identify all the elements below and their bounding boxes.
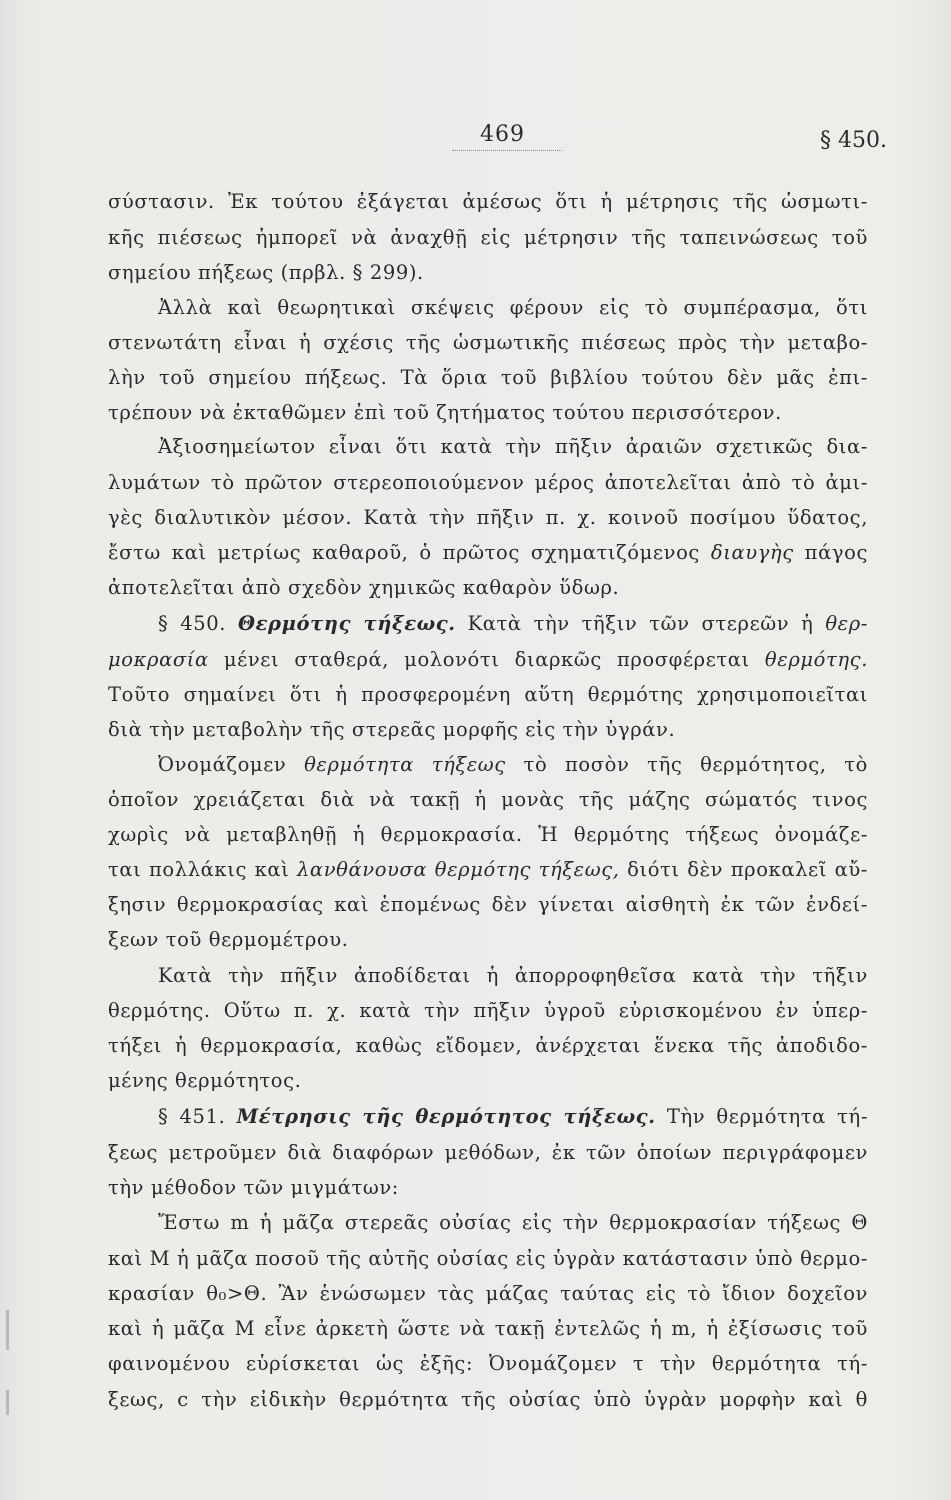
page-number-rule xyxy=(452,150,562,151)
section-title: Θερμότης τήξεως. xyxy=(237,612,456,635)
text-line: σημείου πήξεως (πρβλ. § 299). xyxy=(108,261,424,284)
scan-edge-mark xyxy=(6,1310,9,1350)
text-line: γὲς διαλυτικὸν μέσον. Κατὰ τὴν πῆξιν π. χ. κοινοῦ ποσίμου ὕδατος, xyxy=(108,506,868,529)
section-heading-451: § 451. Μέτρησις τῆς θερμότητος τήξεως. Τὴν θερμότητα τή- xyxy=(158,1105,869,1128)
text-line: ξεως, c τὴν εἰδικὴν θερμότητα τῆς οὐσίας ὑπὸ ὑγρὰν μορφὴν καὶ θ xyxy=(108,1388,868,1411)
text-line: ξεως μετροῦμεν διὰ διαφόρων μεθόδων, ἐκ τῶν ὁποίων περιγράφομεν xyxy=(108,1141,868,1164)
text-line: ξησιν θερμοκρασίας καὶ ἑπομένως δὲν γίνεται αἰσθητὴ ἐκ τῶν ἐνδεί- xyxy=(108,893,868,916)
text-line: τρέπουν νὰ ἐκταθῶμεν ἐπὶ τοῦ ζητήματος τούτου περισσότερον. xyxy=(108,401,782,424)
section-title: Μέτρησις τῆς θερμότητος τήξεως. xyxy=(236,1105,656,1128)
text-line: κῆς πιέσεως ἠμπορεῖ νὰ ἀναχθῇ εἰς μέτρησιν τῆς ταπεινώσεως τοῦ xyxy=(108,226,868,249)
text-line: ξεων τοῦ θερμομέτρου. xyxy=(108,928,349,951)
italic-term: διαυγὴς xyxy=(710,541,794,564)
text-line: λυμάτων τὸ πρῶτον στερεοποιούμενον μέρος ἀποτελεῖται ἀπὸ τὸ ἀμι- xyxy=(108,471,868,494)
page-number: 469 xyxy=(480,122,525,147)
text-line: Τοῦτο σημαίνει ὅτι ἡ προσφερομένη αὕτη θερμότης χρησιμοποιεῖται xyxy=(108,683,868,706)
text-line: σύστασιν. Ἐκ τούτου ἐξάγεται ἀμέσως ὅτι ἡ μέτρησις τῆς ὡσμωτι- xyxy=(108,190,868,213)
text-line: ται πολλάκις καὶ λανθάνουσα θερμότης τήξεως, διότι δὲν προκαλεῖ αὔ- xyxy=(108,858,868,881)
paragraph-start: Ὀνομάζομεν θερμότητα τήξεως τὸ ποσὸν τῆς θερμότητος, τὸ xyxy=(158,753,868,776)
text-line: κρασίαν θ₀>Θ. Ἂν ἑνώσωμεν τὰς μάζας ταύτας εἰς τὸ ἴδιον δοχεῖον xyxy=(108,1282,868,1305)
text-line: τὴν μέθοδον τῶν μιγμάτων: xyxy=(108,1176,399,1199)
text-line: ἀποτελεῖται ἀπὸ σχεδὸν χημικῶς καθαρὸν ὕδωρ. xyxy=(108,576,620,599)
text-line: φαινομένου εὑρίσκεται ὡς ἑξῆς: Ὀνομάζομεν τ τὴν θερμότητα τή- xyxy=(108,1352,868,1375)
paragraph-start: Ἀξιοσημείωτον εἶναι ὅτι κατὰ τὴν πῆξιν ἀραιῶν σχετικῶς δια- xyxy=(158,435,868,458)
scan-edge-mark xyxy=(6,1390,9,1415)
section-heading-450: § 450. Θερμότης τήξεως. Κατὰ τὴν τῆξιν τῶν στερεῶν ἡ θερ- xyxy=(158,612,868,635)
text-line: μοκρασία μένει σταθερά, μολονότι διαρκῶς προσφέρεται θερμότης. xyxy=(108,648,868,671)
text-line: στενωτάτη εἶναι ἡ σχέσις τῆς ὡσμωτικῆς πιέσεως πρὸς τὴν μεταβο- xyxy=(108,331,868,354)
paragraph-start: Ἔστω m ἡ μᾶζα στερεᾶς οὐσίας εἰς τὴν θερμοκρασίαν τήξεως Θ xyxy=(158,1211,868,1234)
text-line: χωρὶς νὰ μεταβληθῇ ἡ θερμοκρασία. Ἡ θερμότης τήξεως ὀνομάζε- xyxy=(108,823,868,846)
running-section-reference: § 450. xyxy=(820,128,887,153)
text-line: ἔστω καὶ μετρίως καθαροῦ, ὁ πρῶτος σχηματιζόμενος διαυγὴς πάγος xyxy=(108,541,868,564)
text-line: καὶ ἡ μᾶζα M εἶνε ἀρκετὴ ὥστε νὰ τακῇ ἐντελῶς ἡ m, ἡ ἐξίσωσις τοῦ xyxy=(108,1317,868,1340)
text-line: καὶ M ἡ μᾶζα ποσοῦ τῆς αὐτῆς οὐσίας εἰς ὑγρὰν κατάστασιν ὑπὸ θερμο- xyxy=(108,1247,868,1270)
text-line: διὰ τὴν μεταβολὴν τῆς στερεᾶς μορφῆς εἰς τὴν ὑγράν. xyxy=(108,718,676,741)
text-line: μένης θερμότητος. xyxy=(108,1069,302,1092)
paragraph-start: Ἀλλὰ καὶ θεωρητικαὶ σκέψεις φέρουν εἰς τὸ συμπέρασμα, ὅτι xyxy=(158,296,868,319)
text-line: λὴν τοῦ σημείου πήξεως. Τὰ ὅρια τοῦ βιβλίου τούτου δὲν μᾶς ἐπι- xyxy=(108,366,868,389)
text-line: θερμότης. Οὕτω π. χ. κατὰ τὴν πῆξιν ὑγροῦ εὑρισκομένου ἐν ὑπερ- xyxy=(108,999,868,1022)
text-line: τήξει ἡ θερμοκρασία, καθὼς εἴδομεν, ἀνέρχεται ἕνεκα τῆς ἀποδιδο- xyxy=(108,1034,868,1057)
paragraph-start: Κατὰ τὴν πῆξιν ἀποδίδεται ἡ ἀπορροφηθεῖσα κατὰ τὴν τῆξιν xyxy=(158,964,868,987)
text-line: ὁποῖον χρειάζεται διὰ νὰ τακῇ ἡ μονὰς τῆς μάζης σώματός τινος xyxy=(108,788,868,811)
